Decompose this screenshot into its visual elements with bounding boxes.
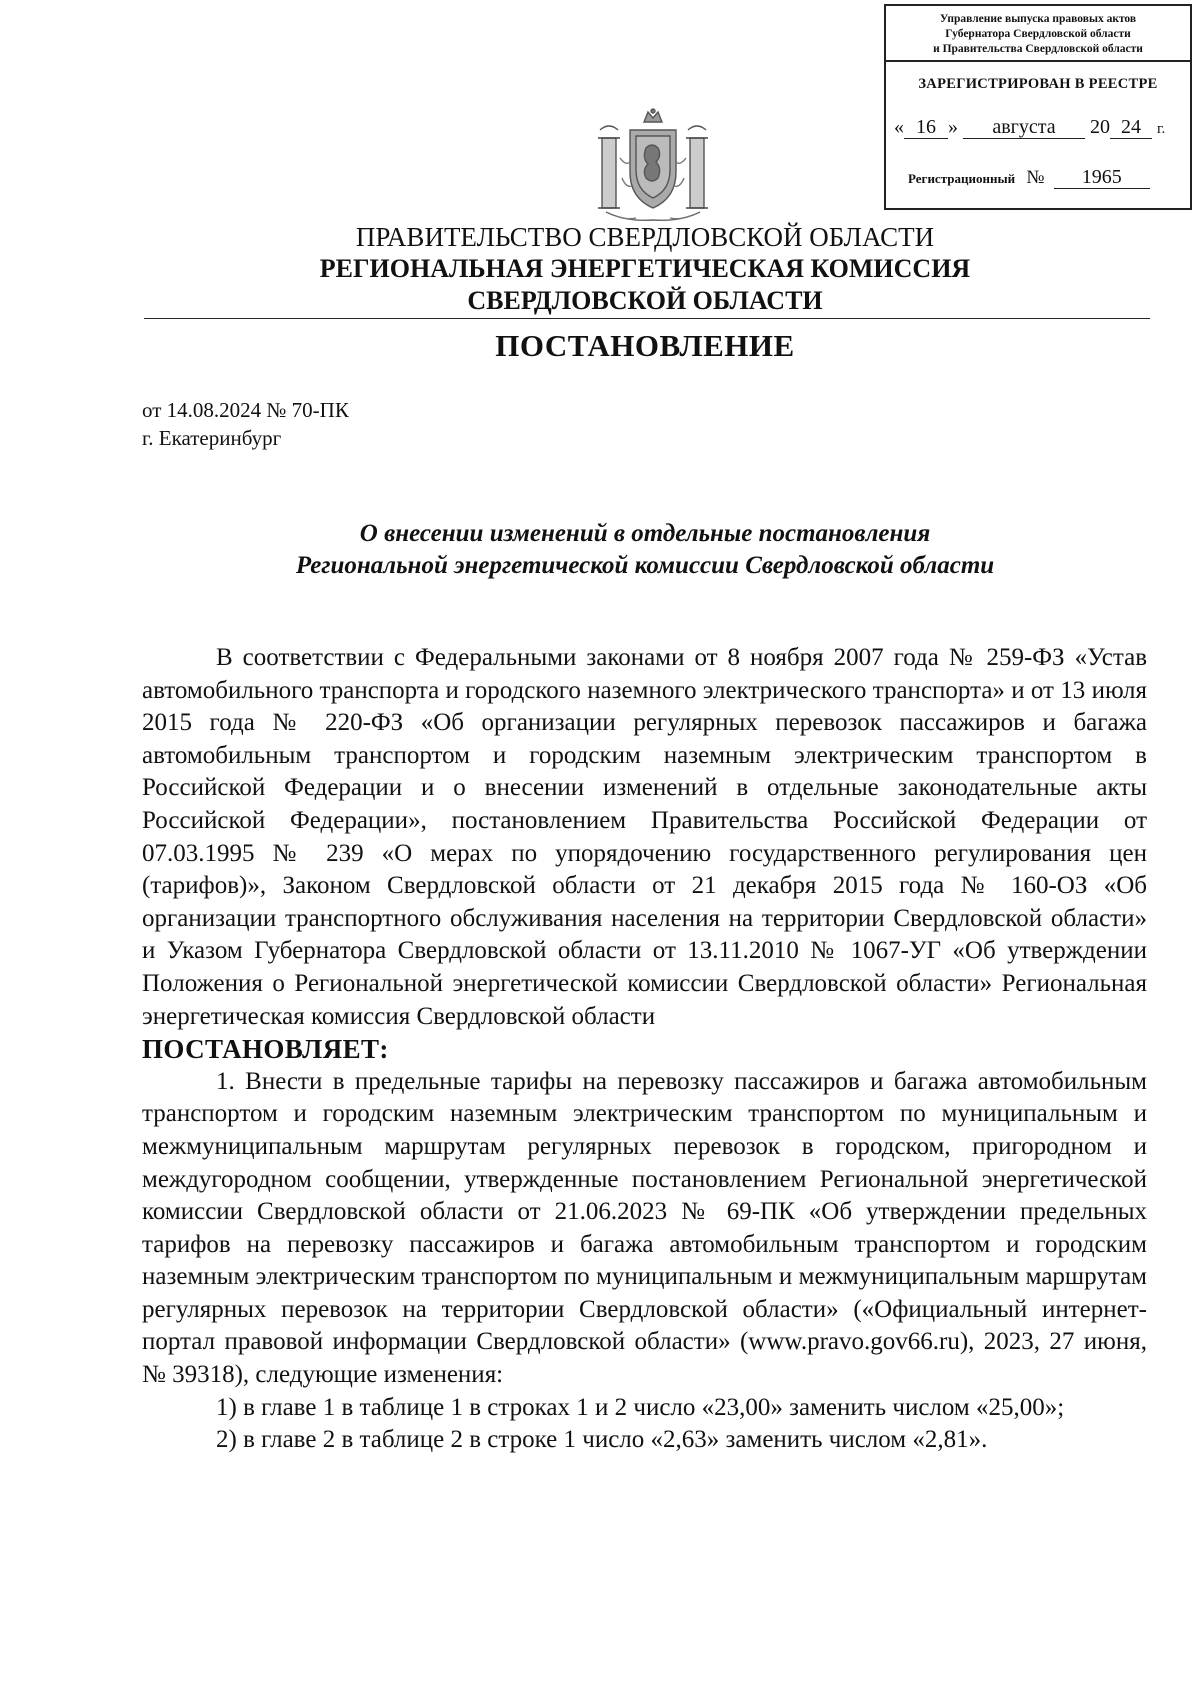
stamp-reg-number: 1965: [1054, 166, 1150, 189]
commission-name-line2: СВЕРДЛОВСКОЙ ОБЛАСТИ: [467, 286, 823, 315]
stamp-year-mark: г.: [1157, 121, 1166, 137]
stamp-year-prefix: 20: [1090, 116, 1110, 138]
stamp-day: 16: [904, 116, 948, 139]
document-type: ПОСТАНОВЛЕНИЕ: [495, 328, 795, 363]
stamp-date: [894, 116, 1186, 139]
subitem-2-paragraph: 2) в главе 2 в таблице 2 в строке 1 число «2,63» заменить числом «2,81».: [216, 1426, 988, 1454]
document-city: г. Екатеринбург: [142, 426, 282, 450]
stamp-month: августа: [963, 116, 1085, 139]
stamp-year-suffix: 24: [1110, 116, 1152, 139]
stamp-title: ЗАРЕГИСТРИРОВАН В РЕЕСТРЕ: [918, 76, 1158, 92]
stamp-issuer-line: и Правительства Свердловской области: [933, 43, 1143, 55]
commission-name-line1: РЕГИОНАЛЬНАЯ ЭНЕРГЕТИЧЕСКАЯ КОМИССИЯ: [319, 254, 971, 283]
document-title-line2: Региональной энергетической комиссии Свердловской области: [295, 552, 995, 579]
stamp-quote-close: »: [948, 116, 958, 138]
stamp-number-sign: №: [1026, 167, 1045, 188]
registration-stamp: [884, 4, 1192, 210]
document-title-line1: О внесении изменений в отдельные постановления: [359, 520, 931, 547]
stamp-issuer-line: Губернатора Свердловской области: [945, 28, 1131, 40]
stamp-reg-label: Регистрационный: [908, 171, 1016, 186]
coat-of-arms-icon: [586, 108, 720, 226]
stamp-registration: [908, 166, 1188, 189]
stamp-quote-open: «: [894, 116, 904, 138]
government-name: ПРАВИТЕЛЬСТВО СВЕРДЛОВСКОЙ ОБЛАСТИ: [355, 222, 935, 252]
stamp-issuer-line: Управление выпуска правовых актов: [939, 13, 1137, 25]
decree-heading: ПОСТАНОВЛЯЕТ:: [142, 1034, 389, 1065]
stamp-issuer: [886, 6, 1190, 62]
preamble-paragraph: В соответствии с Федеральными законами от 8 ноября 2007 года № 259-ФЗ «Устав автомобильного транспорта и городского наземного электрического транспорта» и от 13 июля 2015 года № 220-ФЗ «Об организации регулярных перевозок пассажиров и багажа автомобильным транспортом и городским наземным электрическим транспортом в Российской Федерации и о внесении изменений в отдельные законодательные акты Российской Федерации», постановлением Правительства Российской Федерации от 07.03.1995 № 239 «О мерах по упорядочению государственного регулирования цен (тарифов)», Законом Свердловской области от 21 декабря 2015 года № 160-ОЗ «Об организации транспортного обслуживания населения на территории Свердловской области» и Указом Губернатора Свердловской области от 13.11.2010 № 1067-УГ «Об утверждении Положения о Региональной энергетической комиссии Свердловской области» Региональная энергетическая комиссия Свердловской области: [142, 644, 1147, 1030]
subitem-1-paragraph: 1) в главе 1 в таблице 1 в строках 1 и 2 число «23,00» заменить числом «25,00»;: [216, 1393, 1065, 1421]
document-date-number: от 14.08.2024 № 70-ПК: [142, 398, 349, 422]
item-1-paragraph: 1. Внести в предельные тарифы на перевозку пассажиров и багажа автомобильным транспортом и городским наземным электрическим транспортом по муниципальным и межмуниципальным маршрутам регулярных перевозок в городском, пригородном и междугородном сообщении, утвержденные постановлением Региональной энергетической комиссии Свердловской области от 21.06.2023 № 69-ПК «Об утверждении предельных тарифов на перевозку пассажиров и багажа автомобильным транспортом и городским наземным электрическим транспортом по муниципальным и межмуниципальным маршрутам регулярных перевозок на территории Свердловской области» («Официальный интернет-портал правовой информации Свердловской области» (www.pravo.gov66.ru), 2023, 27 июня, № 39318), следующие изменения:: [142, 1067, 1147, 1389]
header-divider: [144, 318, 1150, 319]
document-body: [142, 642, 1147, 1457]
